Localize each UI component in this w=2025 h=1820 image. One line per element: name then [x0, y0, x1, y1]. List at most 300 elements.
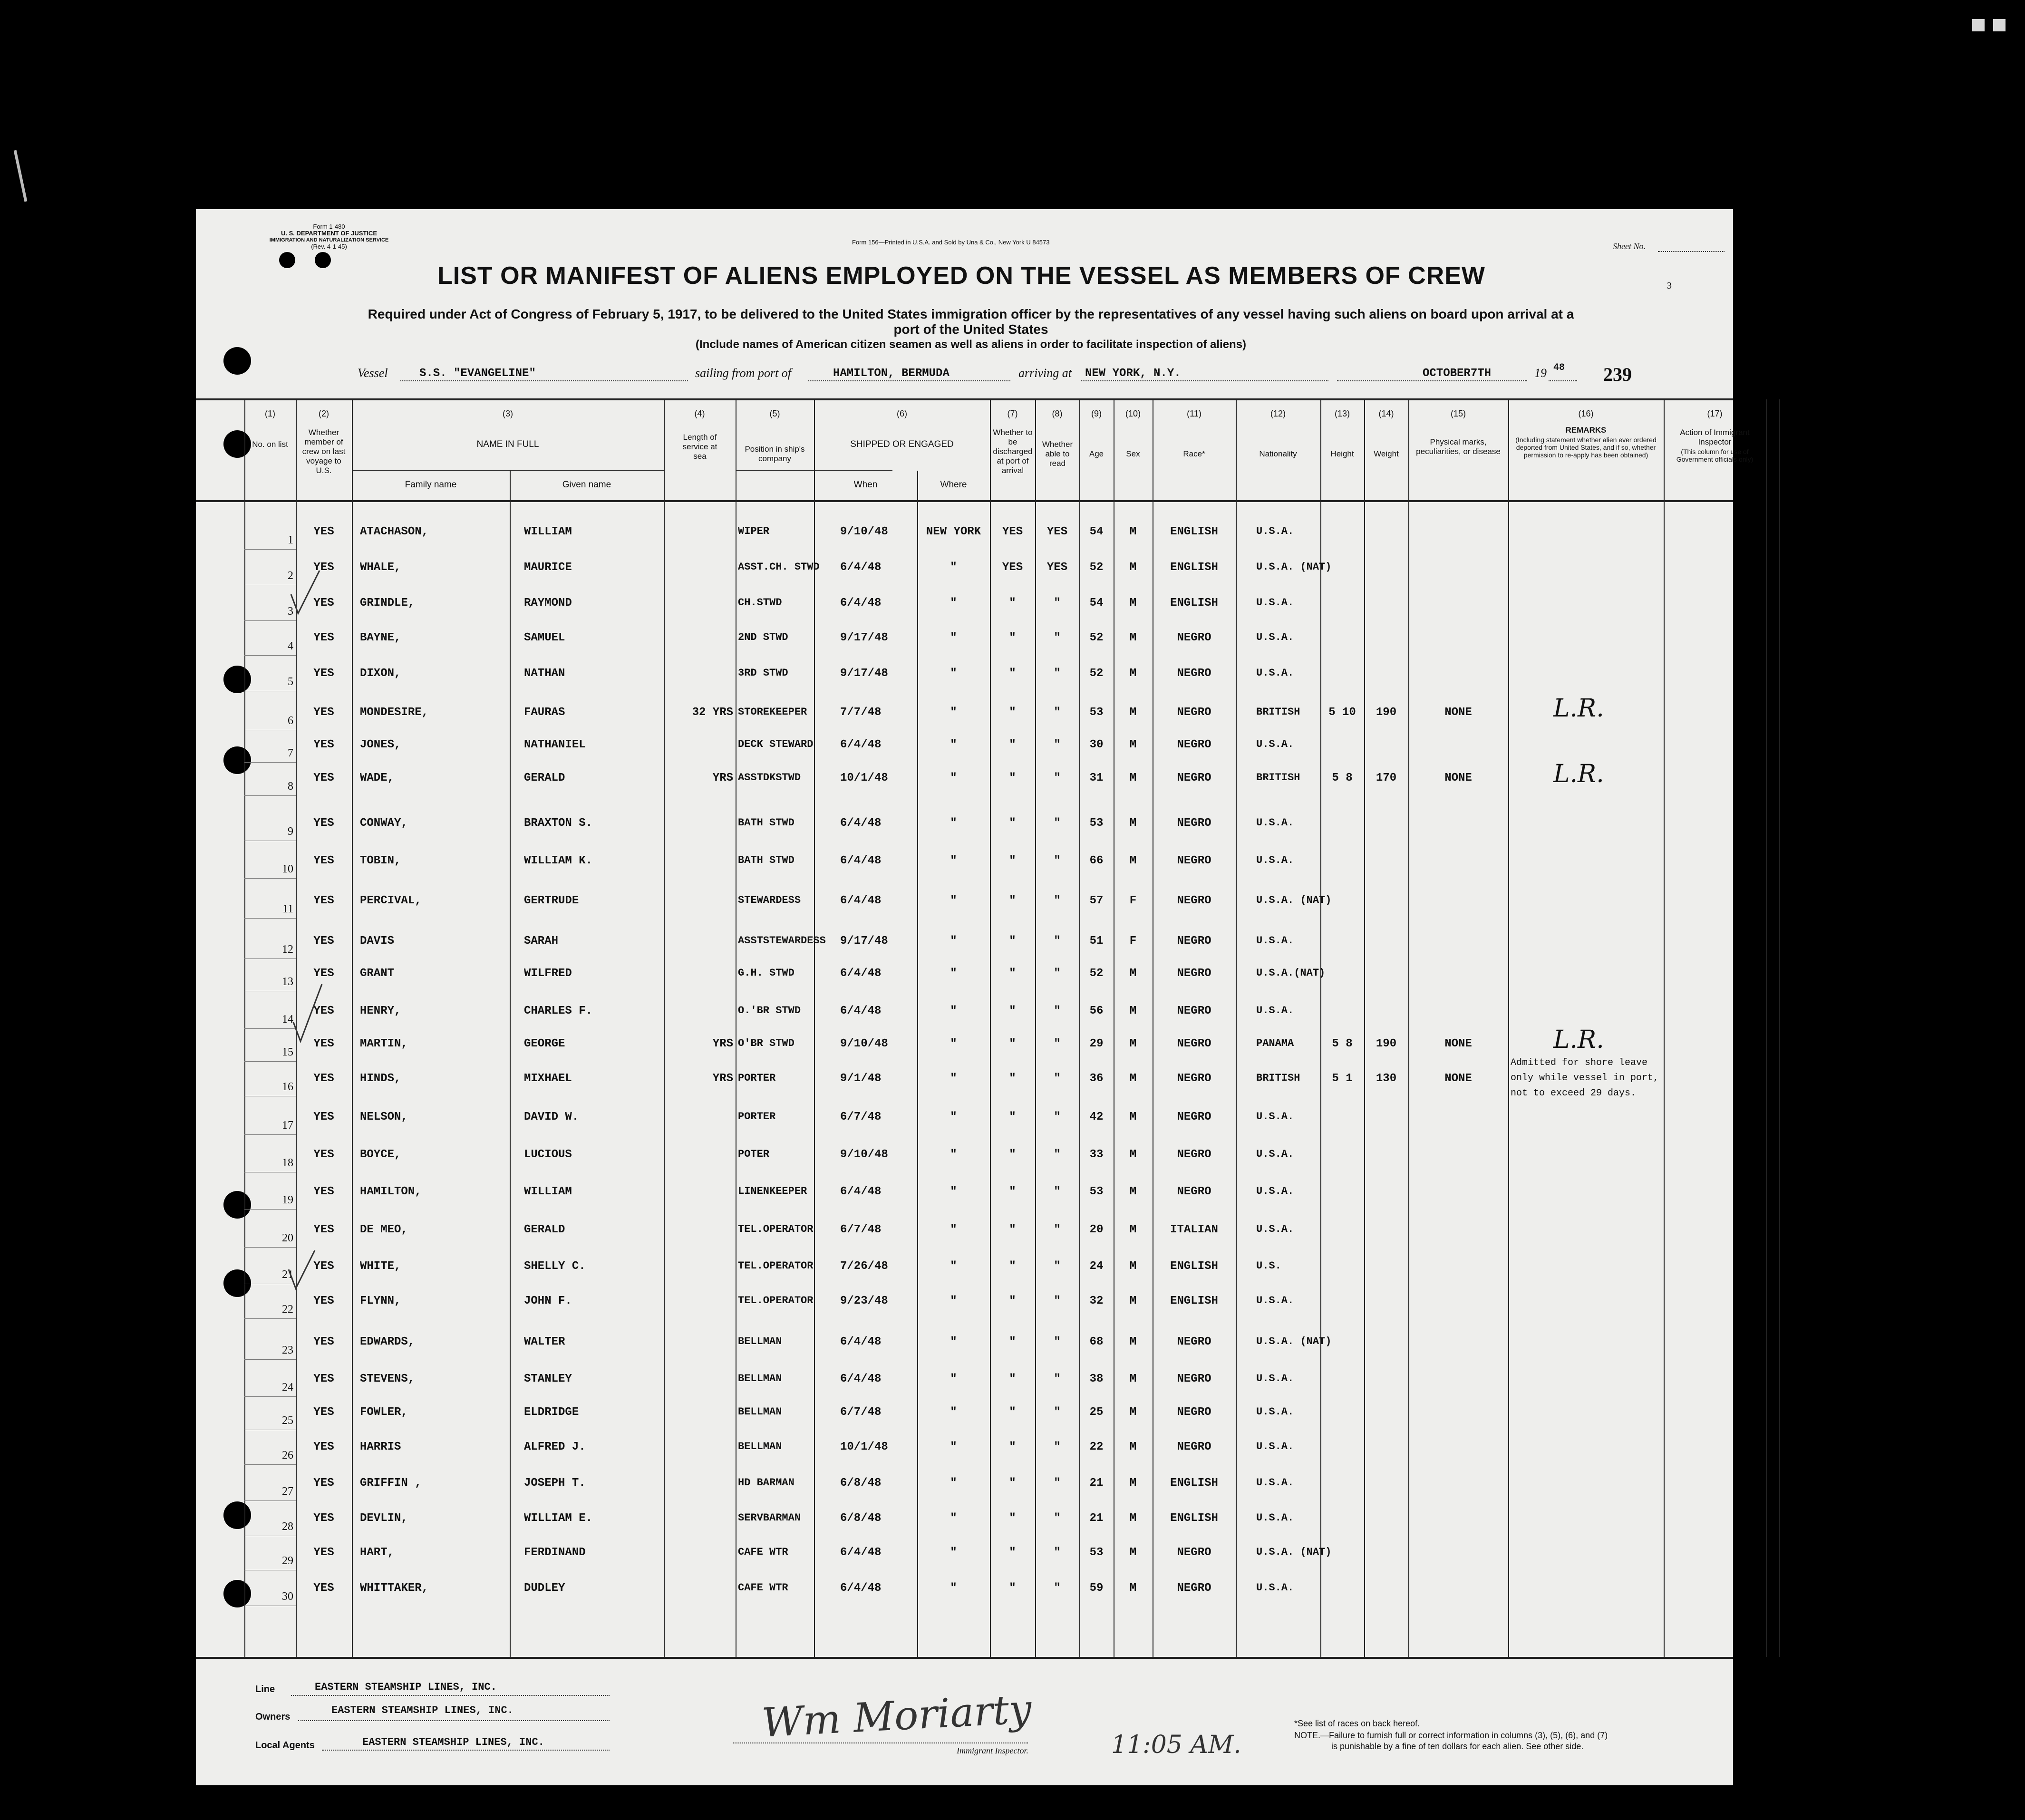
- col-number: (16): [1578, 409, 1594, 418]
- cell-where: ": [950, 1406, 957, 1419]
- cell-race: NEGRO: [1177, 631, 1211, 644]
- cell-family-name: WADE,: [360, 772, 395, 784]
- cell-discharged: ": [1009, 1546, 1016, 1559]
- cell-race: NEGRO: [1177, 967, 1211, 980]
- col-number: (14): [1378, 409, 1394, 418]
- cell-family-name: HINDS,: [360, 1072, 401, 1085]
- col-head-when: When: [853, 480, 878, 490]
- row-number: 7: [288, 747, 293, 759]
- inspector-label: Immigrant Inspector.: [957, 1746, 1028, 1755]
- cell-where: ": [950, 1582, 957, 1595]
- cell-previous-voyage: YES: [313, 1441, 334, 1453]
- row-rule: [244, 1396, 296, 1397]
- cell-position: SERVBARMAN: [738, 1512, 801, 1524]
- col-head-weight: Weight: [1374, 449, 1399, 458]
- cell-read: ": [1054, 1582, 1061, 1595]
- cell-read: ": [1054, 1111, 1061, 1123]
- cell-family-name: EDWARDS,: [360, 1336, 415, 1348]
- footer-note-fine-1: NOTE.—Failure to furnish full or correct information in columns (3), (5), (6), and (7): [1294, 1731, 1608, 1740]
- cell-race: NEGRO: [1177, 1005, 1211, 1017]
- cell-position: PORTER: [738, 1072, 776, 1084]
- footer-note-races: *See list of races on back hereof.: [1294, 1719, 1420, 1728]
- cell-discharged: ": [1009, 1406, 1016, 1419]
- check-mark: [289, 1250, 315, 1288]
- cell-read: ": [1054, 935, 1061, 948]
- cell-position: CH.STWD: [738, 597, 782, 609]
- col-line: [1236, 399, 1237, 1657]
- cell-sex: M: [1129, 631, 1137, 644]
- cell-when: 6/4/48: [840, 967, 882, 980]
- cell-when: 6/4/48: [840, 1546, 882, 1559]
- cell-age: 21: [1089, 1512, 1104, 1525]
- cell-discharged: ": [1009, 631, 1016, 644]
- cell-race: NEGRO: [1177, 894, 1211, 907]
- cell-given-name: SHELLY C.: [524, 1260, 586, 1273]
- row-number: 24: [282, 1381, 293, 1394]
- cell-physical-marks: NONE: [1444, 1037, 1472, 1050]
- sheet-number-label: Sheet No.: [1613, 242, 1646, 251]
- cell-previous-voyage: YES: [313, 1373, 334, 1385]
- cell-read: YES: [1046, 561, 1068, 574]
- cell-nationality: U.S.A.: [1256, 597, 1294, 609]
- cell-service: 32 YRS: [692, 706, 733, 719]
- cell-weight: 190: [1376, 1037, 1397, 1050]
- cell-when: 7/26/48: [840, 1260, 888, 1273]
- cell-when: 6/4/48: [840, 561, 882, 574]
- cell-given-name: RAYMOND: [524, 597, 572, 610]
- cell-family-name: MONDESIRE,: [360, 706, 429, 719]
- col-head-previous-voyage: Whether member of crew on last voyage to U.S.: [302, 428, 346, 475]
- row-number: 22: [282, 1303, 293, 1316]
- cell-read: ": [1054, 1072, 1061, 1085]
- cell-nationality: U.S.A. (NAT): [1256, 561, 1332, 573]
- cell-where: ": [950, 1111, 957, 1123]
- row-number: 9: [288, 825, 293, 838]
- cell-nationality: U.S.A.: [1256, 1295, 1294, 1307]
- punch-hole: [223, 430, 251, 458]
- cell-service: YRS: [712, 1037, 733, 1050]
- cell-sex: M: [1129, 1295, 1137, 1307]
- corner-mark-right: [1993, 19, 2006, 31]
- col-head-shipped: SHIPPED OR ENGAGED: [850, 439, 954, 449]
- cell-nationality: U.S.: [1256, 1260, 1281, 1272]
- col-line: [1035, 399, 1036, 1657]
- cell-family-name: CONWAY,: [360, 817, 408, 830]
- cell-age: 51: [1089, 935, 1104, 948]
- cell-discharged: ": [1009, 1441, 1016, 1453]
- col-head-service: Length of service at sea: [682, 433, 717, 461]
- cell-nationality: U.S.A.: [1256, 1582, 1294, 1594]
- cell-read: ": [1054, 1336, 1061, 1348]
- cell-age: 25: [1089, 1406, 1104, 1419]
- cell-sex: M: [1129, 1441, 1137, 1453]
- cell-read: ": [1054, 1295, 1061, 1307]
- cell-family-name: DEVLIN,: [360, 1512, 408, 1525]
- cell-when: 6/4/48: [840, 1336, 882, 1348]
- cell-where: ": [950, 772, 957, 784]
- cell-when: 9/10/48: [840, 1148, 888, 1161]
- col-line: [1779, 399, 1780, 1657]
- cell-given-name: FAURAS: [524, 706, 565, 719]
- cell-age: 52: [1089, 667, 1104, 680]
- cell-race: NEGRO: [1177, 1582, 1211, 1595]
- cell-read: ": [1054, 1477, 1061, 1490]
- cell-position: ASSTSTEWARDESS: [738, 935, 826, 947]
- year-prefix: 19: [1534, 366, 1547, 380]
- cell-position: CAFE WTR: [738, 1546, 788, 1558]
- cell-read: ": [1054, 1005, 1061, 1017]
- vessel-label: Vessel: [358, 366, 388, 380]
- cell-sex: M: [1129, 706, 1137, 719]
- cell-where: ": [950, 967, 957, 980]
- cell-nationality: BRITISH: [1256, 1072, 1300, 1084]
- col-line: [1508, 399, 1509, 1657]
- col-number: (9): [1091, 409, 1102, 418]
- cell-sex: F: [1129, 894, 1137, 907]
- cell-nationality: U.S.A.: [1256, 738, 1294, 750]
- cell-age: 21: [1089, 1477, 1104, 1490]
- cell-race: NEGRO: [1177, 1406, 1211, 1419]
- cell-discharged: ": [1009, 935, 1016, 948]
- cell-position: TEL.OPERATOR: [738, 1295, 814, 1307]
- col-head-remarks-note: (Including statement whether alien ever ordered deported from United States, and if so, whether permission to re-apply has been obtained): [1515, 436, 1657, 459]
- cell-when: 6/4/48: [840, 1005, 882, 1017]
- cell-when: 6/7/48: [840, 1406, 882, 1419]
- cell-race: NEGRO: [1177, 706, 1211, 719]
- cell-given-name: ALFRED J.: [524, 1441, 586, 1453]
- subtitle-line-2: port of the United States: [893, 322, 1048, 337]
- cell-when: 6/8/48: [840, 1512, 882, 1525]
- cell-family-name: HARRIS: [360, 1441, 401, 1453]
- cell-given-name: WILLIAM: [524, 525, 572, 538]
- cell-physical-marks: NONE: [1444, 706, 1472, 719]
- cell-when: 9/1/48: [840, 1072, 882, 1085]
- cell-age: 30: [1089, 738, 1104, 751]
- cell-read: ": [1054, 667, 1061, 680]
- cell-position: BATH STWD: [738, 817, 794, 829]
- col-line: [1320, 399, 1321, 1657]
- row-rule: [244, 1359, 296, 1360]
- col-number: (11): [1187, 409, 1201, 418]
- cell-race: NEGRO: [1177, 854, 1211, 867]
- punch-hole: [223, 1580, 251, 1607]
- cell-read: ": [1054, 1148, 1061, 1161]
- cell-position: TEL.OPERATOR: [738, 1223, 814, 1235]
- cell-position: CAFE WTR: [738, 1582, 788, 1594]
- cell-given-name: DUDLEY: [524, 1582, 565, 1595]
- cell-where: ": [950, 817, 957, 830]
- cell-age: 68: [1089, 1336, 1104, 1348]
- check-mark: [291, 571, 320, 613]
- cell-sex: M: [1129, 1148, 1137, 1161]
- cell-previous-voyage: YES: [313, 1260, 334, 1273]
- cell-discharged: ": [1009, 1223, 1016, 1236]
- row-number: 23: [282, 1344, 293, 1356]
- cell-service: YRS: [712, 772, 733, 784]
- year: 48: [1553, 362, 1565, 373]
- cell-nationality: U.S.A.: [1256, 854, 1294, 866]
- cell-when: 6/4/48: [840, 1373, 882, 1385]
- cell-sex: M: [1129, 1223, 1137, 1236]
- cell-family-name: HAMILTON,: [360, 1185, 422, 1198]
- col-head-read: Whether able to read: [1042, 440, 1073, 468]
- cell-family-name: GRANT: [360, 967, 395, 980]
- cell-height: 5 8: [1332, 1037, 1353, 1050]
- cell-age: 54: [1089, 525, 1104, 538]
- cell-when: 6/4/48: [840, 894, 882, 907]
- cell-when: 9/17/48: [840, 935, 888, 948]
- cell-height: 5 1: [1332, 1072, 1353, 1085]
- cell-previous-voyage: YES: [313, 1336, 334, 1348]
- cell-previous-voyage: YES: [313, 1477, 334, 1490]
- cell-where: ": [950, 854, 957, 867]
- cell-previous-voyage: YES: [313, 894, 334, 907]
- col-head-given-name: Given name: [562, 480, 611, 490]
- col-line: [1364, 399, 1365, 1657]
- cell-when: 9/17/48: [840, 631, 888, 644]
- cell-given-name: JOSEPH T.: [524, 1477, 586, 1490]
- cell-remarks: L.R.: [1553, 694, 1604, 723]
- cell-nationality: PANAMA: [1256, 1037, 1294, 1049]
- col-number: (5): [769, 409, 780, 418]
- cell-where: ": [950, 1260, 957, 1273]
- cell-where: ": [950, 1477, 957, 1490]
- cell-when: 9/23/48: [840, 1295, 888, 1307]
- punch-hole: [223, 746, 251, 774]
- cell-previous-voyage: YES: [313, 1148, 334, 1161]
- cell-sex: M: [1129, 1005, 1137, 1017]
- cell-age: 20: [1089, 1223, 1104, 1236]
- cell-discharged: ": [1009, 597, 1016, 610]
- punch-hole: [223, 1501, 251, 1529]
- cell-age: 31: [1089, 772, 1104, 784]
- cell-race: ENGLISH: [1170, 1477, 1218, 1490]
- cell-discharged: ": [1009, 894, 1016, 907]
- cell-nationality: U.S.A.: [1256, 1148, 1294, 1160]
- cell-age: 53: [1089, 817, 1104, 830]
- page-title: LIST OR MANIFEST OF ALIENS EMPLOYED ON THE VESSEL AS MEMBERS OF CREW: [437, 262, 1485, 290]
- agents-value: EASTERN STEAMSHIP LINES, INC.: [362, 1736, 544, 1748]
- cell-given-name: SARAH: [524, 935, 559, 948]
- cell-nationality: U.S.A.: [1256, 1406, 1294, 1418]
- table-bottom-border: [196, 1657, 1733, 1659]
- printer-line: Form 156—Printed in U.S.A. and Sold by Una & Co., New York U 84573: [852, 239, 1050, 246]
- cell-family-name: DIXON,: [360, 667, 401, 680]
- cell-previous-voyage: YES: [313, 1582, 334, 1595]
- line-label: Line: [255, 1684, 275, 1694]
- cell-where: ": [950, 706, 957, 719]
- cell-family-name: HENRY,: [360, 1005, 401, 1017]
- cell-race: ENGLISH: [1170, 1295, 1218, 1307]
- cell-where: ": [950, 1072, 957, 1085]
- to-port-line: [1081, 380, 1328, 381]
- col-head-discharged: Whether to be discharged at port of arrival: [993, 428, 1033, 475]
- cell-remarks: L.R.: [1553, 760, 1604, 788]
- row-number: 19: [282, 1194, 293, 1206]
- cell-family-name: FOWLER,: [360, 1406, 408, 1419]
- cell-age: 54: [1089, 597, 1104, 610]
- service: IMMIGRATION AND NATURALIZATION SERVICE: [269, 237, 389, 243]
- cell-discharged: ": [1009, 1005, 1016, 1017]
- cell-position: LINENKEEPER: [738, 1185, 807, 1197]
- cell-where: ": [950, 1336, 957, 1348]
- cell-position: BELLMAN: [738, 1336, 782, 1347]
- col-head-physical-marks: Physical marks, peculiarities, or disease: [1416, 437, 1501, 456]
- cell-family-name: PERCIVAL,: [360, 894, 422, 907]
- cell-race: ENGLISH: [1170, 597, 1218, 610]
- cell-family-name: WHITE,: [360, 1260, 401, 1273]
- cell-sex: M: [1129, 1260, 1137, 1273]
- cell-position: 3RD STWD: [738, 667, 788, 679]
- cell-family-name: GRINDLE,: [360, 597, 415, 610]
- cell-discharged: ": [1009, 1148, 1016, 1161]
- cell-family-name: JONES,: [360, 738, 401, 751]
- punch-hole: [223, 1191, 251, 1219]
- cell-nationality: BRITISH: [1256, 772, 1300, 784]
- row-number: 26: [282, 1449, 293, 1462]
- row-number: 17: [282, 1119, 293, 1132]
- name-subheader-line: [352, 470, 664, 471]
- cell-given-name: CHARLES F.: [524, 1005, 593, 1017]
- row-rule: [244, 1464, 296, 1465]
- cell-age: 66: [1089, 854, 1104, 867]
- cell-previous-voyage: YES: [313, 1512, 334, 1525]
- cell-sex: M: [1129, 597, 1137, 610]
- col-head-race: Race*: [1183, 449, 1205, 458]
- cell-position: STEWARDESS: [738, 894, 801, 906]
- subtitle-line-1: Required under Act of Congress of February 5, 1917, to be delivered to the United States immigration officer by the representatives of any vessel having such aliens on board upon arrival at a: [368, 307, 1574, 321]
- owners-value: EASTERN STEAMSHIP LINES, INC.: [331, 1704, 514, 1716]
- cell-read: ": [1054, 1546, 1061, 1559]
- cell-previous-voyage: YES: [313, 561, 334, 574]
- cell-given-name: GERTRUDE: [524, 894, 579, 907]
- cell-nationality: U.S.A. (NAT): [1256, 894, 1332, 906]
- cell-service: YRS: [712, 1072, 733, 1085]
- cell-race: NEGRO: [1177, 1373, 1211, 1385]
- cell-previous-voyage: YES: [313, 631, 334, 644]
- cell-race: NEGRO: [1177, 738, 1211, 751]
- col-number: (13): [1334, 409, 1350, 418]
- cell-where: NEW YORK: [926, 525, 981, 538]
- cell-nationality: U.S.A. (NAT): [1256, 1336, 1332, 1347]
- vessel-line: [400, 380, 688, 381]
- cell-discharged: ": [1009, 1582, 1016, 1595]
- cell-given-name: DAVID W.: [524, 1111, 579, 1123]
- col-head-where: Where: [940, 480, 967, 490]
- cell-when: 6/4/48: [840, 817, 882, 830]
- row-number: 10: [282, 863, 293, 875]
- agents-field: [322, 1750, 610, 1751]
- row-number: 5: [288, 676, 293, 688]
- cell-family-name: GRIFFIN ,: [360, 1477, 422, 1490]
- form-revision: (Rev. 4-1-45): [311, 243, 347, 250]
- cell-previous-voyage: YES: [313, 1111, 334, 1123]
- col-number: (2): [319, 409, 329, 418]
- cell-nationality: U.S.A.: [1256, 935, 1294, 947]
- form-number: Form 1-480: [313, 223, 345, 230]
- cell-read: ": [1054, 1373, 1061, 1385]
- punch-hole: [223, 666, 251, 693]
- cell-sex: M: [1129, 561, 1137, 574]
- punch-hole: [223, 347, 251, 375]
- row-number: 21: [282, 1268, 293, 1281]
- sheet-number-line: [1658, 251, 1725, 252]
- cell-age: 33: [1089, 1148, 1104, 1161]
- col-head-position: Position in ship's company: [745, 445, 805, 463]
- cell-discharged: ": [1009, 1185, 1016, 1198]
- cell-when: 6/7/48: [840, 1111, 882, 1123]
- cell-family-name: TOBIN,: [360, 854, 401, 867]
- cell-height: 5 8: [1332, 772, 1353, 784]
- punch-hole: [223, 1269, 251, 1297]
- header-bottom-border: [196, 500, 1733, 502]
- film-edge-mark: [14, 150, 28, 202]
- col-number: (6): [897, 409, 907, 418]
- col-number: (1): [265, 409, 275, 418]
- inspection-time: 11:05 AM.: [1111, 1731, 1241, 1759]
- cell-discharged: ": [1009, 1512, 1016, 1525]
- cell-race: ENGLISH: [1170, 561, 1218, 574]
- cell-where: ": [950, 1223, 957, 1236]
- cell-age: 53: [1089, 1185, 1104, 1198]
- col-head-age: Age: [1089, 449, 1104, 458]
- cell-given-name: LUCIOUS: [524, 1148, 572, 1161]
- cell-when: 7/7/48: [840, 706, 882, 719]
- cell-read: ": [1054, 894, 1061, 907]
- cell-where: ": [950, 738, 957, 751]
- col-line: [1408, 399, 1409, 1657]
- col-line: [664, 399, 665, 1657]
- cell-race: NEGRO: [1177, 1441, 1211, 1453]
- cell-nationality: U.S.A.: [1256, 1005, 1294, 1016]
- cell-race: ENGLISH: [1170, 1260, 1218, 1273]
- cell-when: 10/1/48: [840, 772, 888, 784]
- cell-physical-marks: NONE: [1444, 772, 1472, 784]
- cell-where: ": [950, 1512, 957, 1525]
- cell-race: NEGRO: [1177, 1037, 1211, 1050]
- cell-nationality: U.S.A.: [1256, 1185, 1294, 1197]
- col-head-nationality: Nationality: [1259, 449, 1297, 458]
- to-port: NEW YORK, N.Y.: [1085, 367, 1181, 380]
- cell-previous-voyage: YES: [313, 706, 334, 719]
- cell-age: 36: [1089, 1072, 1104, 1085]
- cell-where: ": [950, 561, 957, 574]
- cell-when: 6/4/48: [840, 1185, 882, 1198]
- cell-when: 6/4/48: [840, 1582, 882, 1595]
- cell-sex: M: [1129, 1072, 1137, 1085]
- cell-race: NEGRO: [1177, 1111, 1211, 1123]
- cell-where: ": [950, 597, 957, 610]
- cell-when: 6/4/48: [840, 738, 882, 751]
- cell-position: DECK STEWARD: [738, 738, 814, 750]
- cell-where: ": [950, 935, 957, 948]
- arriving-label: arriving at: [1018, 366, 1072, 380]
- cell-position: ASST.CH. STWD: [738, 561, 820, 573]
- cell-discharged: ": [1009, 967, 1016, 980]
- col-number: (17): [1707, 409, 1723, 418]
- cell-sex: M: [1129, 1546, 1137, 1559]
- cell-sex: M: [1129, 1185, 1137, 1198]
- col-line: [352, 399, 353, 1657]
- cell-previous-voyage: YES: [313, 597, 334, 610]
- date-line: [1337, 380, 1527, 381]
- col-number: (10): [1125, 409, 1141, 418]
- cell-sex: F: [1129, 935, 1137, 948]
- cell-previous-voyage: YES: [313, 667, 334, 680]
- cell-previous-voyage: YES: [313, 1005, 334, 1017]
- cell-sex: M: [1129, 772, 1137, 784]
- cell-discharged: ": [1009, 706, 1016, 719]
